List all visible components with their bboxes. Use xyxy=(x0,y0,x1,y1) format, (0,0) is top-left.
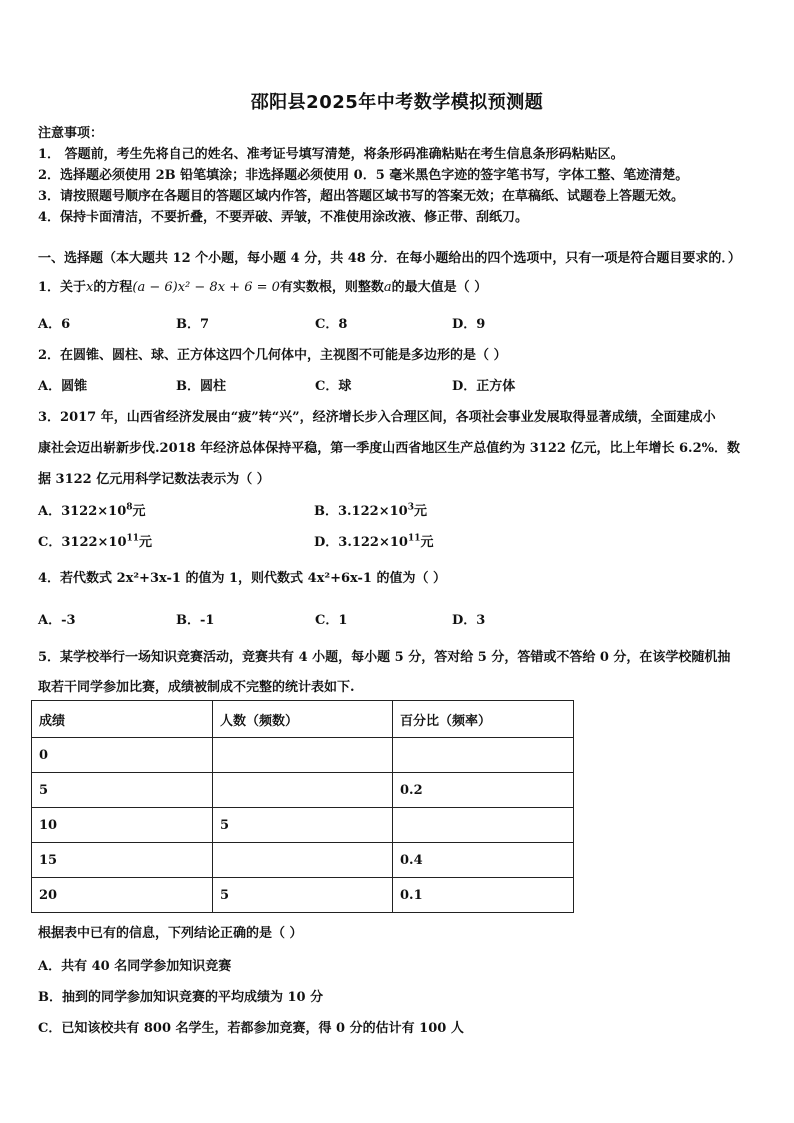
table-cell: 0.4 xyxy=(393,843,574,878)
table-cell: 0.2 xyxy=(393,773,574,808)
q1-var-x: x xyxy=(86,280,94,295)
q3-option-b-exp: 3 xyxy=(407,502,414,513)
table-row xyxy=(32,738,574,773)
q5-option-b[interactable]: B．抽到的同学参加知识竞赛的平均成绩为 10 分 xyxy=(38,990,324,1005)
notice-heading: 注意事项： xyxy=(38,126,104,141)
q3-option-a-exp: 8 xyxy=(126,502,133,513)
q1-suffix1: 有实数根，则整数 xyxy=(279,280,384,295)
table-cell: 0.1 xyxy=(393,878,574,913)
q3-option-b[interactable] xyxy=(314,500,427,519)
q1-prefix: 1．关于 xyxy=(38,280,87,295)
question-2: 2．在圆锥、圆柱、球、正方体这四个几何体中，主视图不可能是多边形的是（ ） xyxy=(38,348,507,363)
question-5-line: 取若干同学参加比赛，成绩被制成不完整的统计表如下. xyxy=(38,680,355,695)
q1-option-a[interactable]: A．6 xyxy=(38,317,71,332)
q1-option-d[interactable]: D．9 xyxy=(452,317,486,332)
q3-option-d[interactable] xyxy=(314,531,434,550)
table-cell: 5 xyxy=(213,878,393,913)
table-header-cell: 成绩 xyxy=(32,701,213,738)
q4-option-d[interactable]: D．3 xyxy=(452,613,486,628)
q2-option-c[interactable]: C．球 xyxy=(315,379,352,394)
table-cell: 5 xyxy=(32,773,213,808)
q1-var-a: a xyxy=(383,280,392,295)
q3-option-c[interactable] xyxy=(38,531,152,550)
q3-option-a-base: A．3122×10 xyxy=(38,504,127,519)
q4-option-b[interactable]: B．-1 xyxy=(176,613,215,628)
q2-option-d[interactable]: D．正方体 xyxy=(452,379,516,394)
q3-option-b-unit: 元 xyxy=(413,504,427,519)
q5-option-c[interactable]: C．已知该校共有 800 名学生，若都参加竞赛，得 0 分的估计有 100 人 xyxy=(38,1021,464,1036)
q3-option-d-base: D．3.122×10 xyxy=(314,535,408,550)
q3-option-c-exp: 11 xyxy=(126,533,140,544)
q3-option-a[interactable] xyxy=(38,500,146,519)
q1-equation: (a − 6)x² − 8x + 6 = 0 xyxy=(132,280,280,295)
question-5-line: 5．某学校举行一场知识竞赛活动，竞赛共有 4 小题，每小题 5 分，答对给 5 分，答错或不答给 0 分，在该学校随机抽 xyxy=(38,650,731,665)
q3-option-d-unit: 元 xyxy=(420,535,434,550)
table-header-cell: 百分比（频率） xyxy=(393,701,574,738)
table-cell: 10 xyxy=(32,808,213,843)
question-5-prompt: 根据表中已有的信息，下列结论正确的是（ ） xyxy=(38,926,303,941)
notice-item: 2．选择题必须使用 2B 铅笔填涂；非选择题必须使用 0．5 毫米黑色字迹的签字笔书写，字体工整、笔迹清楚。 xyxy=(38,168,689,183)
q3-option-c-unit: 元 xyxy=(139,535,153,550)
table-row xyxy=(32,843,574,878)
q1-mid: 的方程 xyxy=(93,280,133,295)
q4-option-a[interactable]: A．-3 xyxy=(38,613,76,628)
table-row xyxy=(32,773,574,808)
q3-option-c-base: C．3122×10 xyxy=(38,535,127,550)
table-cell: 5 xyxy=(213,808,393,843)
table-cell: 15 xyxy=(32,843,213,878)
table-cell xyxy=(213,773,393,808)
question-3-line: 3．2017 年，山西省经济发展由“疲”转“兴”，经济增长步入合理区间，各项社会事业发展取得显著成绩，全面建成小 xyxy=(38,410,716,425)
table-header-row xyxy=(32,701,574,738)
q5-option-a[interactable]: A．共有 40 名同学参加知识竞赛 xyxy=(38,959,232,974)
table-cell xyxy=(393,738,574,773)
question-4: 4．若代数式 2x²+3x-1 的值为 1，则代数式 4x²+6x-1 的值为（ ） xyxy=(38,571,447,586)
notice-item: 3．请按照题号顺序在各题目的答题区域内作答，超出答题区域书写的答案无效；在草稿纸、试题卷上答题无效。 xyxy=(38,189,685,204)
table-cell xyxy=(393,808,574,843)
section-heading: 一、选择题（本大题共 12 个小题，每小题 4 分，共 48 分．在每小题给出的四个选项中，只有一项是符合题目要求的．） xyxy=(38,251,741,266)
question-3-line: 康社会迈出崭新步伐.2018 年经济总体保持平稳，第一季度山西省地区生产总值约为 3122 亿元，比上年增长 6.2%．数 xyxy=(38,441,740,456)
table-cell: 20 xyxy=(32,878,213,913)
page-title: 邵阳县2025年中考数学模拟预测题 xyxy=(250,92,544,113)
stats-table xyxy=(31,700,574,913)
q2-option-b[interactable]: B．圆柱 xyxy=(176,379,226,394)
table-cell: 0 xyxy=(32,738,213,773)
table-cell xyxy=(213,738,393,773)
table-row xyxy=(32,808,574,843)
notice-item: 4．保持卡面清洁，不要折叠，不要弄破、弄皱，不准使用涂改液、修正带、刮纸刀。 xyxy=(38,210,529,225)
q4-option-c[interactable]: C．1 xyxy=(315,613,348,628)
q2-option-a[interactable]: A．圆锥 xyxy=(38,379,88,394)
q3-option-d-exp: 11 xyxy=(407,533,421,544)
q3-option-b-base: B．3.122×10 xyxy=(314,504,408,519)
q1-option-c[interactable]: C．8 xyxy=(315,317,348,332)
notice-item: 1． 答题前，考生先将自己的姓名、准考证号填写清楚，将条形码准确粘贴在考生信息条形码粘贴区。 xyxy=(38,147,624,162)
question-1 xyxy=(38,276,487,295)
table-cell xyxy=(213,843,393,878)
table-header-cell: 人数（频数） xyxy=(213,701,393,738)
question-3-line: 据 3122 亿元用科学记数法表示为（ ） xyxy=(38,472,270,487)
q1-suffix2: 的最大值是（ ） xyxy=(391,280,488,295)
table-row xyxy=(32,878,574,913)
q3-option-a-unit: 元 xyxy=(132,504,146,519)
q1-option-b[interactable]: B．7 xyxy=(176,317,210,332)
